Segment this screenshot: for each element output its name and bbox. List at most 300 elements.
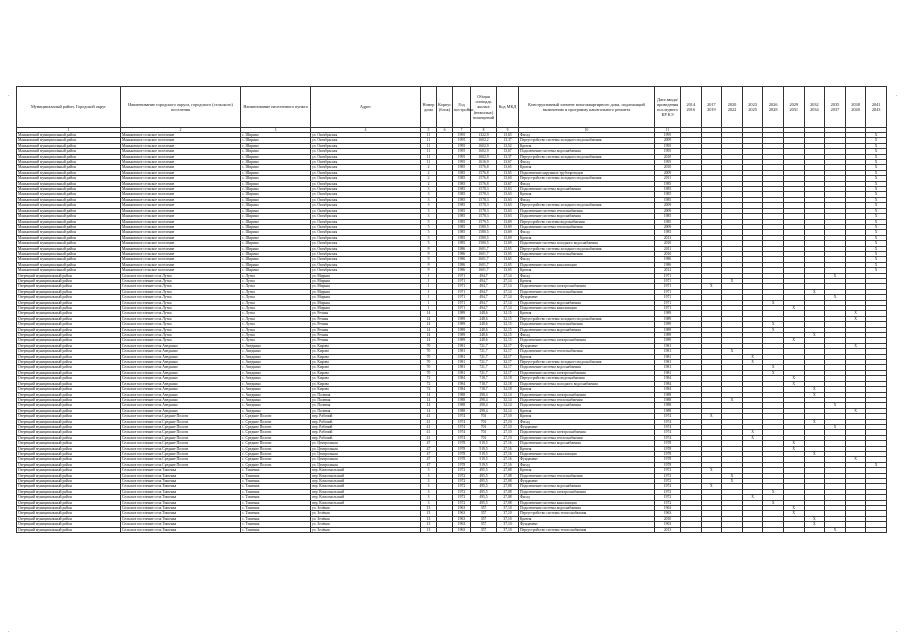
locality-cell: с. Аведкино (241, 360, 311, 365)
period-mark: X (701, 468, 722, 473)
settlement-cell: Сельское поселение села Лутка (121, 327, 241, 332)
period-mark: X (783, 306, 804, 311)
address-cell: ул. Речная (311, 338, 421, 343)
district-cell: Озерецкий муниципальный район (17, 284, 121, 289)
locality-cell: с. Ширино (241, 176, 311, 181)
area-cell: 519,5 (471, 441, 497, 446)
settlement-cell: Маньковское сельское поселение (121, 133, 241, 138)
area-cell: 1602,9 (471, 143, 497, 148)
last-repair-date-cell: 1971 (655, 306, 681, 311)
column-header: Конструктивный элемент многоквартирного дома, подлежащий включению в программу капитального ремонта (519, 87, 655, 128)
period-mark: X (763, 322, 784, 327)
last-repair-date-cell: 1971 (655, 295, 681, 300)
area-cell: 494,7 (471, 300, 497, 305)
address-cell: ул. Кирова (311, 376, 421, 381)
last-repair-date-cell: 2010 (655, 516, 681, 521)
build-year-cell: 1978 (453, 462, 471, 467)
period-mark: X (804, 522, 825, 527)
period-cell (742, 527, 763, 532)
last-repair-date-cell: 1989 (655, 311, 681, 316)
settlement-cell: Сельское поселение села Аведкино (121, 408, 241, 413)
address-cell: ул. Октябрьская (311, 165, 421, 170)
house-number-cell: 14 (421, 333, 437, 338)
structural-element-cell: Переустройство системы холодного водоснабжения (519, 176, 655, 181)
locality-cell: с. Аведкино (241, 403, 311, 408)
period-mark: X (783, 376, 804, 381)
house-number-cell: 72 (421, 387, 437, 392)
area-cell: 494,7 (471, 295, 497, 300)
column-header: 2041 2043 (866, 87, 887, 128)
mkd-code-cell: 13,67 (497, 181, 519, 186)
structural-element-cell: Фасад (519, 230, 655, 235)
district-cell: Озерецкий муниципальный район (17, 306, 121, 311)
period-mark: X (804, 419, 825, 424)
locality-cell: с. Ширино (241, 133, 311, 138)
mkd-code-cell: 32,15 (497, 333, 519, 338)
settlement-cell: Маньковское сельское поселение (121, 251, 241, 256)
house-number-cell: 5 (421, 235, 437, 240)
house-number-cell: 1 (421, 295, 437, 300)
address-cell: пер. Рабочий (311, 424, 421, 429)
locality-cell: с. Средние Пологи (241, 451, 311, 456)
structural-element-cell: Подключение системы холодного водоснабжения (519, 381, 655, 386)
area-cell: 1322,9 (471, 133, 497, 138)
area-cell: 1601,7 (471, 246, 497, 251)
structural-element-cell: Подключение системы водоснабжения (519, 327, 655, 332)
settlement-cell: Сельское поселение села Аведкино (121, 343, 241, 348)
area-cell: 357 (471, 506, 497, 511)
mkd-code-cell: 27,10 (497, 424, 519, 429)
address-cell: ул. Октябрьская (311, 208, 421, 213)
structural-element-cell: Подключение системы электроснабжения (519, 370, 655, 375)
address-cell: ул. Мирная (311, 273, 421, 278)
district-cell: Маньковский муниципальный район (17, 192, 121, 197)
structural-element-cell: Фундамент (519, 295, 655, 300)
address-cell: ул. Речная (311, 322, 421, 327)
period-mark: X (783, 511, 804, 516)
build-year-cell: 1963 (453, 516, 471, 521)
mkd-code-cell: 27,10 (497, 419, 519, 424)
build-year-cell: 1972 (453, 500, 471, 505)
mkd-code-cell: 37,10 (497, 506, 519, 511)
house-number-cell: 11 (421, 154, 437, 159)
structural-element-cell: Фасад (519, 181, 655, 186)
build-year-cell: 1981 (453, 360, 471, 365)
build-year-cell: 1988 (453, 392, 471, 397)
period-mark: X (825, 403, 846, 408)
address-cell: ул. Кирова (311, 370, 421, 375)
area-cell: 721,7 (471, 365, 497, 370)
house-number-cell: 14 (421, 327, 437, 332)
period-mark: X (866, 176, 887, 181)
structural-element-cell: Подключение системы электроснабжения (519, 284, 655, 289)
district-cell: Маньковский муниципальный район (17, 187, 121, 192)
settlement-cell: Сельское поселение села Тишенка (121, 484, 241, 489)
settlement-cell: Сельское поселение села Тишенка (121, 489, 241, 494)
period-mark: X (742, 435, 763, 440)
period-mark: X (783, 381, 804, 386)
last-repair-date-cell: 1985 (655, 181, 681, 186)
last-repair-date-cell: 1981 (655, 354, 681, 359)
column-header: 2032 2034 (804, 87, 825, 128)
address-cell: ул. Кирова (311, 360, 421, 365)
house-number-cell: 3 (421, 489, 437, 494)
last-repair-date-cell: 2010 (655, 165, 681, 170)
district-cell: Озерецкий муниципальный район (17, 327, 121, 332)
district-cell: Маньковский муниципальный район (17, 214, 121, 219)
house-number-cell: 3 (421, 208, 437, 213)
address-cell: ул. Центральная (311, 451, 421, 456)
last-repair-date-cell: 1988 (655, 397, 681, 402)
settlement-cell: Сельское поселение села Тишенка (121, 506, 241, 511)
house-number-cell: 2 (421, 170, 437, 175)
district-cell: Озерецкий муниципальный район (17, 430, 121, 435)
period-mark: X (866, 165, 887, 170)
district-cell: Маньковский муниципальный район (17, 133, 121, 138)
period-mark: X (763, 370, 784, 375)
corner-mark-bottom-right: . (896, 628, 898, 634)
mkd-code-cell: 27,16 (497, 446, 519, 451)
build-year-cell: 1989 (453, 316, 471, 321)
last-repair-date-cell: 1972 (655, 495, 681, 500)
settlement-cell: Сельское поселение села Средние Пологи (121, 441, 241, 446)
settlement-cell: Маньковское сельское поселение (121, 192, 241, 197)
structural-element-cell: Подключение системы электроснабжения (519, 392, 655, 397)
mkd-code-cell: 13,65 (497, 133, 519, 138)
structural-element-cell: Фасад (519, 273, 655, 278)
structural-element-cell: Подключение системы теплоснабжения (519, 224, 655, 229)
locality-cell: с. Средние Пологи (241, 424, 311, 429)
mkd-code-cell: 32,17 (497, 343, 519, 348)
settlement-cell: Маньковское сельское поселение (121, 214, 241, 219)
area-cell: 1602,9 (471, 154, 497, 159)
build-year-cell: 1972 (453, 479, 471, 484)
build-year-cell: 1995 (453, 133, 471, 138)
structural-element-cell: Подключение системы теплоснабжения (519, 435, 655, 440)
address-cell: ул. Октябрьская (311, 154, 421, 159)
district-cell: Озерецкий муниципальный район (17, 506, 121, 511)
district-cell: Озерецкий муниципальный район (17, 479, 121, 484)
address-cell: ул. Зелёная (311, 522, 421, 527)
address-cell: ул. Мирная (311, 306, 421, 311)
build-year-cell: 1985 (453, 165, 471, 170)
settlement-cell: Сельское поселение села Тишенка (121, 522, 241, 527)
structural-element-cell: Фасад (519, 197, 655, 202)
district-cell: Озерецкий муниципальный район (17, 451, 121, 456)
period-mark: X (722, 397, 743, 402)
column-number: 3 (241, 128, 311, 133)
mkd-code-cell: 13,65 (497, 246, 519, 251)
area-cell: 248,6 (471, 327, 497, 332)
build-year-cell: 1995 (453, 154, 471, 159)
district-cell: Озерецкий муниципальный район (17, 511, 121, 516)
area-cell: 718,7 (471, 376, 497, 381)
area-cell: 1580,5 (471, 241, 497, 246)
mkd-code-cell: 13,63 (497, 197, 519, 202)
column-number: 8 (471, 128, 497, 133)
district-cell: Озерецкий муниципальный район (17, 414, 121, 419)
structural-element-cell: Фундамент (519, 479, 655, 484)
address-cell: пер. Рабочий (311, 430, 421, 435)
locality-cell: с. Лутка (241, 311, 311, 316)
last-repair-date-cell: 1963 (655, 522, 681, 527)
last-repair-date-cell: 1972 (655, 479, 681, 484)
district-cell: Озерецкий муниципальный район (17, 424, 121, 429)
settlement-cell: Сельское поселение села Средние Пологи (121, 457, 241, 462)
period-cell (722, 527, 743, 532)
build-year-cell: 1972 (453, 489, 471, 494)
house-number-cell: 41 (421, 424, 437, 429)
address-cell: ул. Октябрьская (311, 181, 421, 186)
column-header: 2035 2037 (825, 87, 846, 128)
mkd-code-cell: 13,69 (497, 219, 519, 224)
settlement-cell: Сельское поселение села Лутка (121, 322, 241, 327)
last-repair-date-cell: 2010 (655, 154, 681, 159)
settlement-cell: Маньковское сельское поселение (121, 187, 241, 192)
district-cell: Озерецкий муниципальный район (17, 349, 121, 354)
last-repair-date-cell: 1974 (655, 424, 681, 429)
district-cell: Озерецкий муниципальный район (17, 300, 121, 305)
district-cell: Озерецкий муниципальный район (17, 370, 121, 375)
house-number-cell: 47 (421, 441, 437, 446)
mkd-code-cell: 27,14 (497, 295, 519, 300)
build-year-cell: 1972 (453, 473, 471, 478)
house-number-cell: 11 (421, 143, 437, 148)
area-cell: 495,5 (471, 495, 497, 500)
house-number-cell: 47 (421, 446, 437, 451)
address-cell: пер. Комсомольский (311, 479, 421, 484)
district-cell: Маньковский муниципальный район (17, 197, 121, 202)
locality-cell: с. Лутка (241, 333, 311, 338)
area-cell: 1578,3 (471, 192, 497, 197)
build-year-cell: 1988 (453, 408, 471, 413)
locality-cell: с. Ширино (241, 268, 311, 273)
settlement-cell: Сельское поселение села Лутка (121, 278, 241, 283)
block-cell (437, 527, 453, 532)
area-cell: 721,7 (471, 360, 497, 365)
settlement-cell: Сельское поселение села Аведкино (121, 376, 241, 381)
mkd-code-cell: 27,14 (497, 273, 519, 278)
build-year-cell: 1985 (453, 203, 471, 208)
period-mark: X (763, 500, 784, 505)
build-year-cell: 1963 (453, 511, 471, 516)
build-year-cell: 1971 (453, 300, 471, 305)
period-cell (763, 527, 784, 532)
address-cell: ул. Зелёная (311, 511, 421, 516)
structural-element-cell: Кровля (519, 192, 655, 197)
area-cell: 1578,3 (471, 197, 497, 202)
last-repair-date-cell: 1986 (655, 262, 681, 267)
area-cell: 1579,5 (471, 219, 497, 224)
structural-element-cell: Подключение системы водоснабжения (519, 365, 655, 370)
build-year-cell: 1986 (453, 268, 471, 273)
district-cell: Озерецкий муниципальный район (17, 408, 121, 413)
district-cell: Озерецкий муниципальный район (17, 322, 121, 327)
area-cell: 1602,2 (471, 138, 497, 143)
settlement-cell: Маньковское сельское поселение (121, 165, 241, 170)
last-repair-date-cell: 1974 (655, 414, 681, 419)
mkd-code-cell: 13,69 (497, 230, 519, 235)
settlement-cell: Сельское поселение села Тишенка (121, 468, 241, 473)
column-header: Адрес (311, 87, 421, 128)
mkd-code-cell: 32,14 (497, 408, 519, 413)
structural-element-cell: Подключение системы водоснабжения (519, 403, 655, 408)
locality-cell: с. Лутка (241, 295, 311, 300)
structural-element-cell: Подключение системы теплоснабжения (519, 208, 655, 213)
address-cell: ул. Кирова (311, 387, 421, 392)
settlement-cell: Маньковское сельское поселение (121, 149, 241, 154)
period-mark: X (866, 203, 887, 208)
settlement-cell: Сельское поселение села Лутка (121, 295, 241, 300)
structural-element-cell: Переустройство системы холодного водоснабжения (519, 316, 655, 321)
locality-cell: с. Ширино (241, 203, 311, 208)
settlement-cell: Сельское поселение села Аведкино (121, 392, 241, 397)
address-cell: ул. Кирова (311, 354, 421, 359)
column-header: 2023 2025 (742, 87, 763, 128)
locality-cell: с. Ширино (241, 224, 311, 229)
locality-cell: с. Ширино (241, 192, 311, 197)
structural-element-cell: Переустройство системы холодного водоснабжения (519, 246, 655, 251)
period-mark: X (866, 197, 887, 202)
district-cell: Маньковский муниципальный район (17, 176, 121, 181)
address-cell: ул. Октябрьская (311, 230, 421, 235)
address-cell: ул. Октябрьская (311, 251, 421, 256)
house-number-cell: 9 (421, 251, 437, 256)
settlement-cell: Маньковское сельское поселение (121, 224, 241, 229)
settlement-cell: Сельское поселение села Лутка (121, 316, 241, 321)
locality-cell: с. Аведкино (241, 376, 311, 381)
locality-cell: с. Ширино (241, 230, 311, 235)
mkd-code-cell: 13,37 (497, 154, 519, 159)
district-cell: Маньковский муниципальный район (17, 251, 121, 256)
mkd-code-cell: 13,69 (497, 224, 519, 229)
build-year-cell: 1971 (453, 284, 471, 289)
mkd-code-cell: 13,63 (497, 214, 519, 219)
structural-element-cell: Подключение системы канализации (519, 306, 655, 311)
mkd-code-cell: 13,69 (497, 241, 519, 246)
column-number: 11 (655, 128, 681, 133)
district-cell: Маньковский муниципальный район (17, 143, 121, 148)
area-cell: 495,5 (471, 489, 497, 494)
area-cell: 357 (471, 522, 497, 527)
area-cell: 721,7 (471, 370, 497, 375)
build-year-cell: 1989 (453, 338, 471, 343)
address-cell: ул. Октябрьская (311, 149, 421, 154)
mkd-code-cell: 27,08 (497, 473, 519, 478)
last-repair-date-cell: 2010 (655, 241, 681, 246)
house-number-cell: 70 (421, 360, 437, 365)
build-year-cell: 1981 (453, 370, 471, 375)
area-cell: 701 (471, 435, 497, 440)
period-mark: X (722, 278, 743, 283)
locality-cell: с. Тишенка (241, 468, 311, 473)
house-number-cell: 3 (421, 192, 437, 197)
build-year-cell: 1971 (453, 278, 471, 283)
district-cell: Маньковский муниципальный район (17, 203, 121, 208)
column-number: 1 (17, 128, 121, 133)
last-repair-date-cell: 1978 (655, 451, 681, 456)
locality-cell: с. Ширино (241, 149, 311, 154)
house-number-cell: 2 (421, 165, 437, 170)
last-repair-date-cell: 1972 (655, 489, 681, 494)
period-mark: X (845, 343, 866, 348)
locality-cell: с. Лутка (241, 338, 311, 343)
last-repair-date-cell: 1971 (655, 300, 681, 305)
structural-element-cell: Кровля (519, 311, 655, 316)
settlement-cell: Сельское поселение села Аведкино (121, 360, 241, 365)
settlement-cell: Сельское поселение села Средние Пологи (121, 419, 241, 424)
locality-cell: с. Средние Пологи (241, 430, 311, 435)
district-cell: Озерецкий муниципальный район (17, 484, 121, 489)
mkd-code-cell: 27,08 (497, 489, 519, 494)
structural-element-cell: Кровля (519, 414, 655, 419)
locality-cell: с. Ширино (241, 170, 311, 175)
mkd-code-cell: 13,60 (497, 176, 519, 181)
period-mark: X (866, 181, 887, 186)
district-cell: Маньковский муниципальный район (17, 246, 121, 251)
area-cell: 1576,8 (471, 176, 497, 181)
area-cell: 494,7 (471, 273, 497, 278)
locality-cell: с. Средние Пологи (241, 419, 311, 424)
table-row (17, 527, 887, 532)
structural-element-cell: Кровля (519, 354, 655, 359)
settlement-cell: Сельское поселение села Тишенка (121, 511, 241, 516)
address-cell: ул. Октябрьская (311, 241, 421, 246)
settlement-cell: Сельское поселение села Тишенка (121, 479, 241, 484)
last-repair-date-cell: 1989 (655, 322, 681, 327)
address-cell: пер. Комсомольский (311, 468, 421, 473)
area-cell: 298,4 (471, 397, 497, 402)
build-year-cell: 1971 (453, 289, 471, 294)
period-mark: X (804, 516, 825, 521)
area-cell: 519,5 (471, 462, 497, 467)
build-year-cell: 1986 (453, 246, 471, 251)
house-number-cell: 14 (421, 338, 437, 343)
period-mark: X (845, 457, 866, 462)
house-number-cell: 9 (421, 268, 437, 273)
area-cell: 1578,3 (471, 203, 497, 208)
last-repair-date-cell: 2009 (655, 224, 681, 229)
area-cell: 1580,5 (471, 230, 497, 235)
settlement-cell: Сельское поселение села Тишенка (121, 495, 241, 500)
corner-mark-top-right: . (896, 92, 898, 98)
settlement-cell: Маньковское сельское поселение (121, 230, 241, 235)
structural-element-cell: Кровля (519, 278, 655, 283)
last-repair-date-cell: 1972 (655, 484, 681, 489)
column-header: Корпус (блок) (437, 87, 453, 128)
column-header: 2017 2019 (701, 87, 722, 128)
period-mark: X (701, 484, 722, 489)
address-cell: ул. Речная (311, 327, 421, 332)
last-repair-date-cell: 1988 (655, 403, 681, 408)
district-cell: Маньковский муниципальный район (17, 241, 121, 246)
area-cell: 1580,5 (471, 224, 497, 229)
mkd-code-cell: 13,37 (497, 138, 519, 143)
structural-element-cell: Кровля (519, 235, 655, 240)
period-mark: X (866, 138, 887, 143)
settlement-cell: Сельское поселение села Лутка (121, 289, 241, 294)
build-year-cell: 1978 (453, 451, 471, 456)
settlement-cell: Сельское поселение села Аведкино (121, 387, 241, 392)
area-cell: 495,5 (471, 484, 497, 489)
area-cell: 1576,8 (471, 170, 497, 175)
structural-element-cell: Переустройство системы водоснабжения (519, 219, 655, 224)
build-year-cell: 1963 (453, 522, 471, 527)
structural-element-cell: Фасад (519, 419, 655, 424)
mkd-code-cell: 27,16 (497, 457, 519, 462)
district-cell: Маньковский муниципальный район (17, 219, 121, 224)
period-mark: X (804, 387, 825, 392)
